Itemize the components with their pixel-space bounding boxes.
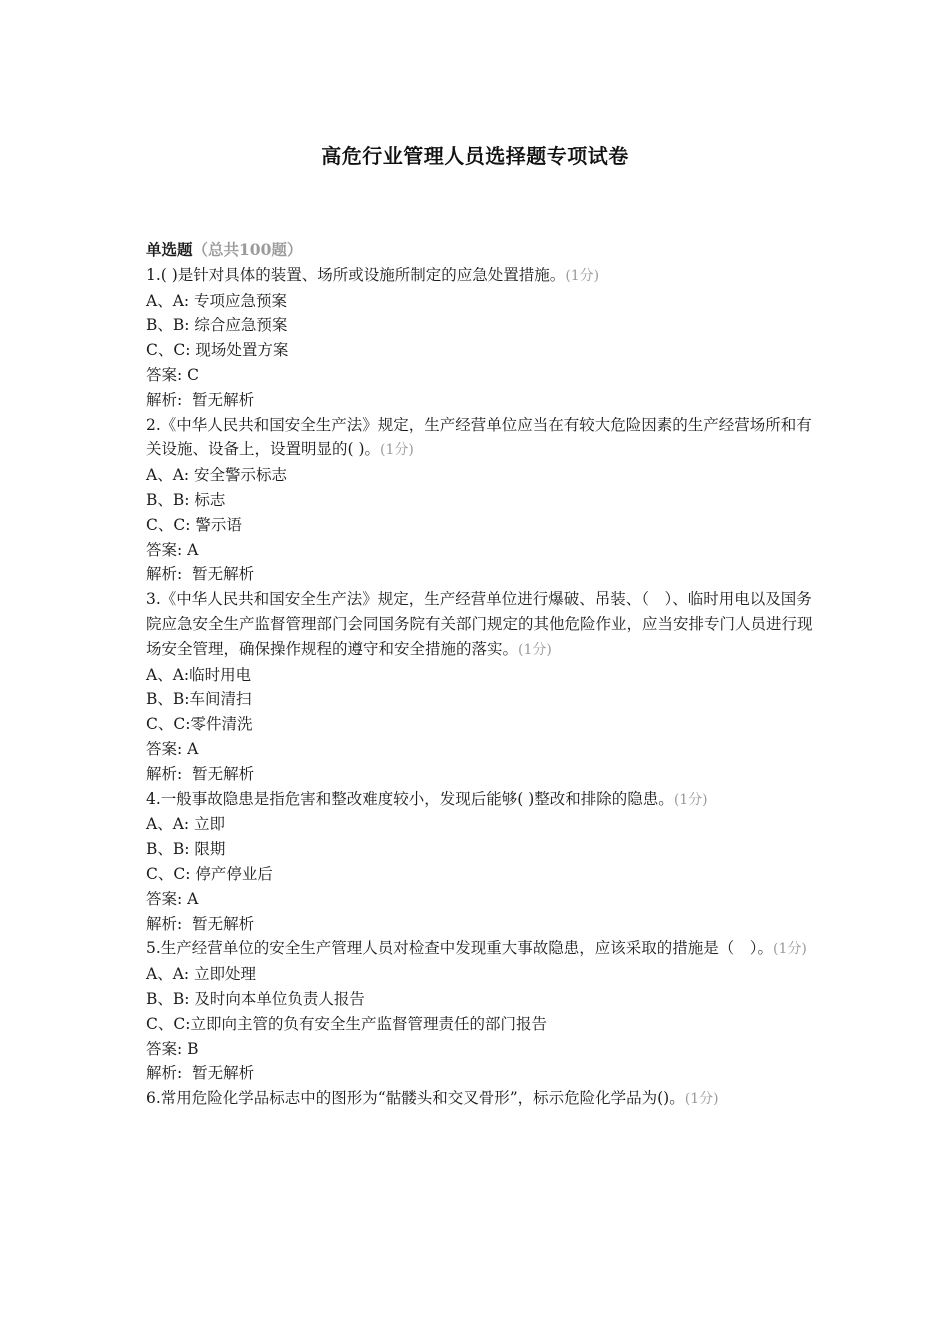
analysis: 解析: 暂无解析 (146, 390, 255, 409)
option-c: C、C: 警示语 (146, 515, 242, 534)
question-score: (1分) (518, 641, 552, 658)
section-heading (146, 238, 826, 263)
option-b: B、B:车间清扫 (146, 690, 252, 709)
document-title: 高危行业管理人员选择题专项试卷 (321, 144, 629, 168)
answer: 答案: C (146, 365, 200, 384)
answer: 答案: A (146, 540, 199, 559)
answer: 答案: B (146, 1039, 199, 1058)
question-block (146, 1086, 826, 1112)
question-block (146, 587, 826, 786)
option-a: A、A: 立即 (146, 815, 226, 834)
option-b: B、B: 综合应急预案 (146, 316, 288, 335)
analysis: 解析: 暂无解析 (146, 565, 255, 584)
question-stem: 2.《中华人民共和国安全生产法》规定，生产经营单位应当在有较大危险因素的生产经营场所和有关设施、设备上，设置明显的( )。(1分) (146, 415, 812, 459)
question-block (146, 936, 826, 1086)
question-stem: 6.常用危险化学品标志中的图形为“骷髅头和交叉骨形”，标示危险化学品为()。(1分) (146, 1089, 719, 1108)
option-c: C、C: 停产停业后 (146, 864, 273, 883)
answer: 答案: A (146, 739, 199, 758)
question-score: (1分) (673, 791, 708, 808)
option-a: A、A:临时用电 (146, 665, 252, 684)
question-stem: 1.( )是针对具体的装置、场所或设施所制定的应急处置措施。(1分) (146, 265, 600, 284)
option-b: B、B: 及时向本单位负责人报告 (146, 989, 365, 1008)
question-stem: 5.生产经营单位的安全生产管理人员对检查中发现重大事故隐患，应该采取的措施是（ ）。(1分) (146, 939, 807, 958)
question-block (146, 413, 826, 588)
analysis: 解析: 暂无解析 (146, 1064, 255, 1083)
option-c: C、C:立即向主管的负有安全生产监督管理责任的部门报告 (146, 1014, 547, 1033)
analysis: 解析: 暂无解析 (146, 764, 255, 783)
question-stem: 3.《中华人民共和国安全生产法》规定，生产经营单位进行爆破、吊装、（ ）、临时用电以及国务院应急安全生产监督管理部门会同国务院有关部门规定的其他危险作业，应当安排专门人员进行现场安全管理，确保操作规程的遵守和安全措施的落实。(1分) (146, 590, 813, 658)
option-a: A、A: 立即处理 (146, 965, 257, 984)
option-b: B、B: 标志 (146, 490, 226, 509)
option-b: B、B: 限期 (146, 840, 226, 859)
question-score: (1分) (380, 442, 414, 459)
question-stem: 4.一般事故隐患是指危害和整改难度较小，发现后能够( )整改和排除的隐患。(1分) (146, 789, 708, 808)
option-c: C、C: 现场处置方案 (146, 341, 289, 360)
question-block (146, 263, 826, 413)
answer: 答案: A (146, 889, 199, 908)
section-label: 单选题 (146, 240, 193, 259)
option-a: A、A: 专项应急预案 (146, 291, 288, 310)
option-c: C、C:零件清洗 (146, 715, 253, 734)
question-block (146, 787, 826, 937)
question-score: (1分) (565, 267, 600, 284)
question-score: (1分) (684, 1091, 719, 1108)
question-score: (1分) (773, 941, 807, 958)
section-total: （总共100题） (192, 240, 303, 259)
analysis: 解析: 暂无解析 (146, 914, 255, 933)
question-list (146, 238, 826, 1112)
option-a: A、A: 安全警示标志 (146, 466, 288, 485)
